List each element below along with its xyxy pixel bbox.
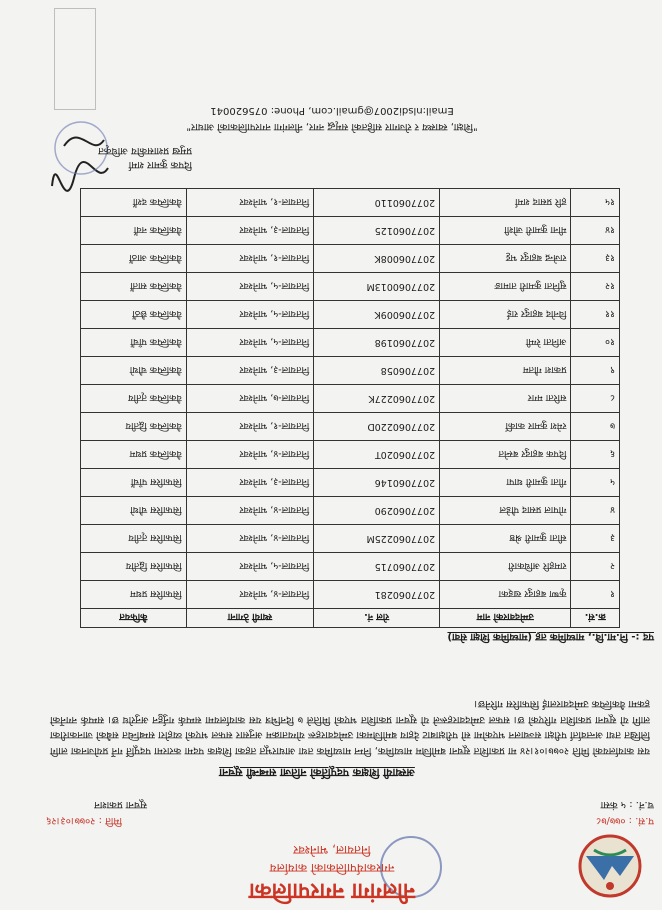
- cell-remarks: वैकल्पिक आठौं: [81, 245, 187, 273]
- cell-roll: 207706058: [314, 357, 440, 385]
- cell-address: नितयाल-४, भानेश्वर: [186, 497, 314, 525]
- cell-roll: 207706009K: [314, 301, 440, 329]
- cell-name: गीता कुमारी थापा: [440, 469, 571, 497]
- cell-remarks: वैकल्पिक चौथो: [81, 357, 187, 385]
- cell-name: सुनिता कुमारी तामाङ: [440, 273, 571, 301]
- cell-remarks: सिफारिस पाँचौं: [81, 469, 187, 497]
- cell-name: कृष्ण बहादुर खड्का: [440, 581, 571, 609]
- column-header-serial: क्र.सं.: [571, 609, 620, 628]
- table-row: [81, 553, 620, 581]
- cell-name: मीना कुमारी जोशी: [440, 217, 571, 245]
- cell-name: रामहरि अधिकारी: [440, 553, 571, 581]
- column-header-remarks: कैफियत: [81, 609, 187, 628]
- cell-roll: 207706020T: [314, 441, 440, 469]
- table-row: [81, 469, 620, 497]
- table-row: [81, 525, 620, 553]
- municipality-title: नीलगंगा नगरपालिका: [249, 878, 415, 903]
- cell-roll: 2077060125: [314, 217, 440, 245]
- table-row: [81, 441, 620, 469]
- cell-serial: ८: [571, 385, 620, 413]
- cell-name: सरिता मगर: [440, 385, 571, 413]
- cell-address: नितयाल-५, भानेश्वर: [186, 273, 314, 301]
- officer-name: दिपक कुमार शर्मा: [128, 159, 192, 170]
- cell-serial: २: [571, 553, 620, 581]
- column-header-name: उम्मेदवारको नाम: [440, 609, 571, 628]
- notice-type: सूचना प्रकाशन: [94, 799, 147, 810]
- table-row: [81, 273, 620, 301]
- letter-reference: प.सं. : ०७७/७८: [596, 815, 654, 826]
- cell-address: नितयाल-४, भानेश्वर: [186, 581, 314, 609]
- cell-serial: ६: [571, 441, 620, 469]
- cell-serial: १: [571, 581, 620, 609]
- cell-roll: 207706008K: [314, 245, 440, 273]
- cell-serial: ७: [571, 413, 620, 441]
- table-row: [81, 497, 620, 525]
- cell-name: अनिता रेग्मी: [440, 329, 571, 357]
- cell-roll: 2077060290: [314, 497, 440, 525]
- results-table: [80, 188, 620, 628]
- cell-address: नितयाल-७, भानेश्वर: [186, 385, 314, 413]
- table-row: [81, 385, 620, 413]
- notice-heading: अस्थायी शिक्षक पदपूर्तिको नतिजा सम्बन्धी सूचना: [219, 766, 415, 779]
- cell-serial: १२: [571, 273, 620, 301]
- cell-address: नितयाल-४, भानेश्वर: [186, 441, 314, 469]
- cell-remarks: सिफारिस तृतीय: [81, 525, 187, 553]
- column-header-address: स्थायी ठेगाना: [186, 609, 314, 628]
- letter-date: मिति : २०७७।०३।२६: [46, 815, 122, 826]
- cell-name: रमेश कुमार कार्की: [440, 413, 571, 441]
- table-row: [81, 301, 620, 329]
- cell-address: नितयाल-४, भानेश्वर: [186, 525, 314, 553]
- government-emblem-icon: [574, 832, 646, 900]
- cell-serial: १५: [571, 189, 620, 217]
- table-row: [81, 217, 620, 245]
- cell-address: नितयाल-५, भानेश्वर: [186, 329, 314, 357]
- cell-address: नितयाल-३, भानेश्वर: [186, 469, 314, 497]
- cell-address: नितयाल-१, भानेश्वर: [186, 189, 314, 217]
- cell-name: दिपक बहादुर बस्नेत: [440, 441, 571, 469]
- table-row: [81, 189, 620, 217]
- cell-remarks: वैकल्पिक नवौं: [81, 217, 187, 245]
- cell-serial: ११: [571, 301, 620, 329]
- received-stamp-icon: [54, 8, 96, 110]
- table-header-row: [81, 609, 620, 628]
- cell-address: नितयाल-३, भानेश्वर: [186, 357, 314, 385]
- cell-serial: १३: [571, 245, 620, 273]
- cell-roll: 2077060220D: [314, 413, 440, 441]
- cell-name: हरि प्रसाद शर्मा: [440, 189, 571, 217]
- cell-address: नितयाल-५, भानेश्वर: [186, 301, 314, 329]
- cell-serial: ९: [571, 357, 620, 385]
- cell-remarks: वैकल्पिक प्रथम: [81, 441, 187, 469]
- cell-remarks: वैकल्पिक सातौं: [81, 273, 187, 301]
- cell-remarks: वैकल्पिक दशौं: [81, 189, 187, 217]
- cell-roll: 2077060225M: [314, 525, 440, 553]
- cell-address: नितयाल-१, भानेश्वर: [186, 245, 314, 273]
- cell-serial: ५: [571, 469, 620, 497]
- cell-roll: 2077060013M: [314, 273, 440, 301]
- cell-address: नितयाल-१, भानेश्वर: [186, 413, 314, 441]
- footer-motto: "शिक्षा, स्वास्थ्य र रोजगार सहितको समृद्ध नगर, नीलगंगा नगरपालिकाको आधार": [186, 121, 478, 132]
- table-row: [81, 581, 620, 609]
- footer-contact: Email:nlsdi2007@gmail.com, Phone: 075620041: [210, 105, 454, 116]
- cell-roll: 2077060110: [314, 189, 440, 217]
- cell-serial: १०: [571, 329, 620, 357]
- notice-body: यस कार्यालयको मिति २०७७।०१।२४ मा प्रकाशित सूचना बमोजिम माध्यमिक, निम्न माध्यमिक तथा आधारभूत तहका शिक्षक पदमा करारमा पदपूर्ति गर्ने प्रयोजनका लागि लिखित तथा अन्तर्वार्ता परीक्षा सञ्चालन भएकोमा सो परीक्षाबाट देहाय बमोजिमका उम्मेदवारहरू योग्यताक्रम अनुसार सफल भएको व्यहोरा सम्बन्धित सबैको जानकारीका लागि यो सूचना प्रकाशित गरिएको छ। सफल उम्मेदवारहरूले यो सूचना प्रकाशित भएको मितिले ७ दिनभित्र यस कार्यालयमा सम्पर्क गर्नुहुन अनुरोध छ। सम्पर्क नगर्नेको हकमा वैकल्पिक उम्मेदवारलाई सिफारिस गरिनेछ।: [50, 698, 650, 756]
- dispatch-number: च.नं. : ५ कंसा: [600, 799, 654, 810]
- cell-roll: 2077060146: [314, 469, 440, 497]
- post-note: पद :- नि.मा.वि., माध्यमिक तह (माध्यमिक शिक्षा सेवा): [447, 631, 654, 642]
- office-location: नितयाल, भानेश्वर: [293, 843, 371, 857]
- cell-remarks: वैकल्पिक पाँचौं: [81, 329, 187, 357]
- table-row: [81, 245, 620, 273]
- cell-address: नितयाल-३, भानेश्वर: [186, 217, 314, 245]
- table-row: [81, 357, 620, 385]
- cell-remarks: वैकल्पिक तृतीय: [81, 385, 187, 413]
- cell-name: विनोद बहादुर राई: [440, 301, 571, 329]
- cell-roll: 2077060227K: [314, 385, 440, 413]
- officer-title: प्रमुख प्रशासकीय अधिकृत: [98, 145, 192, 156]
- cell-name: राजेन्द्र बहादुर भट्ट: [440, 245, 571, 273]
- cell-remarks: सिफारिस चौथो: [81, 497, 187, 525]
- cell-roll: 2077060198: [314, 329, 440, 357]
- cell-remarks: सिफारिस प्रथम: [81, 581, 187, 609]
- cell-serial: १४: [571, 217, 620, 245]
- cell-serial: ४: [571, 497, 620, 525]
- cell-remarks: वैकल्पिक द्वितीय: [81, 413, 187, 441]
- cell-name: सीता कुमारी श्रेष्ठ: [440, 525, 571, 553]
- cell-remarks: वैकल्पिक छैठौं: [81, 301, 187, 329]
- cell-name: प्रकाश गौतम: [440, 357, 571, 385]
- column-header-roll: रोल नं.: [314, 609, 440, 628]
- table-row: [81, 413, 620, 441]
- table-row: [81, 329, 620, 357]
- cell-remarks: सिफारिस द्वितीय: [81, 553, 187, 581]
- office-subtitle: नगरकार्यपालिकाको कार्यालय: [269, 861, 395, 875]
- cell-serial: ३: [571, 525, 620, 553]
- cell-address: नितयाल-५, भानेश्वर: [186, 553, 314, 581]
- cell-roll: 2077060281: [314, 581, 440, 609]
- cell-name: गोपाल प्रसाद पौडेल: [440, 497, 571, 525]
- cell-roll: 2077060715: [314, 553, 440, 581]
